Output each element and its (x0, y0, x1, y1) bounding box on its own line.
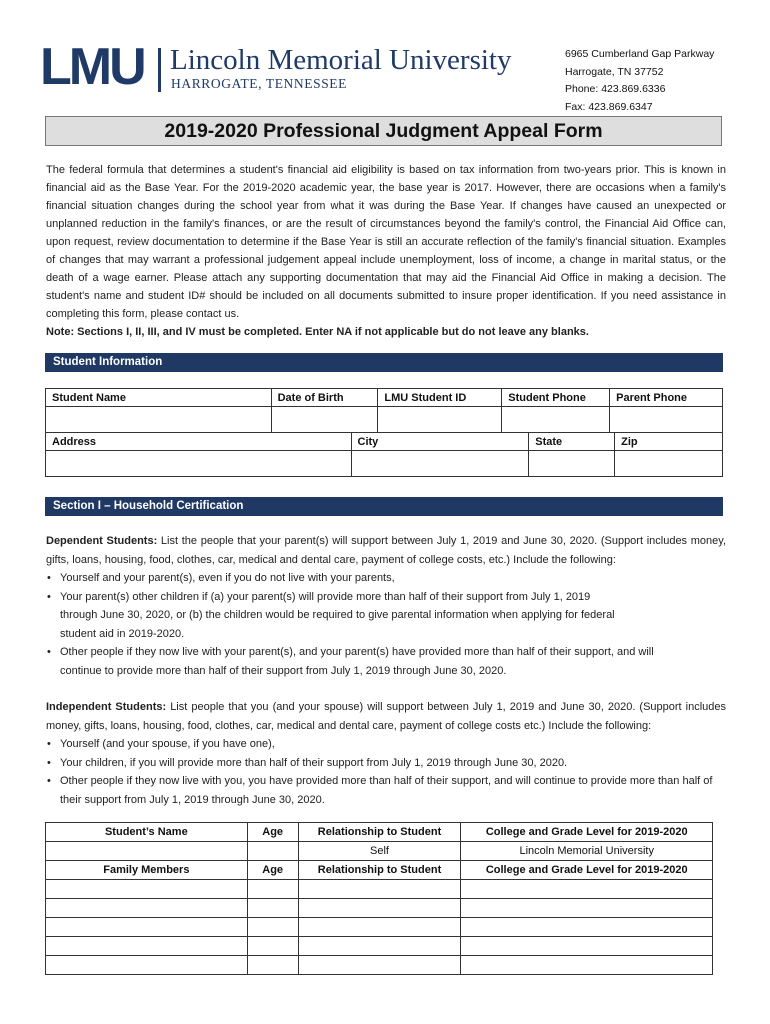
family-age-cell[interactable] (247, 880, 298, 899)
list-item (47, 772, 726, 809)
section-header-household-certification: Section I – Household Certification (45, 497, 723, 516)
table-row (46, 956, 713, 975)
logo-divider (158, 48, 161, 92)
bullet-text: Your parent(s) other children if (a) your parent(s) will provide more than half of their support from July 1, 2019 through June 30, 2020, or (b) the children would be required to give parental information when applying for federal student aid in 2019-2020. (60, 590, 615, 640)
family-age-cell[interactable] (247, 899, 298, 918)
fax-line: Fax: 423.869.6347 (565, 100, 653, 113)
family-college-cell[interactable] (461, 956, 713, 975)
family-age-cell[interactable] (247, 918, 298, 937)
spacer (46, 680, 726, 698)
student-relationship-cell: Self (298, 842, 461, 861)
independent-bullet-list (46, 735, 726, 809)
dependent-bullet-list (46, 569, 726, 680)
list-item (47, 754, 726, 773)
bullet-text: Other people if they now live with you, you have provided more than half of their support, and will continue to provide more than half of their support from July 1, 2019 through June 30, 2020. (60, 775, 713, 806)
bullet-text: Yourself and your parent(s), even if you do not live with your parents, (60, 572, 395, 584)
independent-label: Independent Students: (46, 701, 167, 713)
list-item (47, 588, 726, 644)
student-name-field[interactable] (46, 407, 272, 433)
table-row (46, 823, 713, 842)
family-relationship-cell[interactable] (298, 880, 461, 899)
list-item (47, 569, 726, 588)
bullet-text: Yourself (and your spouse, if you have one), (60, 738, 275, 750)
label-parent-phone: Parent Phone (610, 389, 723, 407)
bullet-icon: • (47, 572, 51, 584)
header-family-members: Family Members (46, 861, 248, 880)
header-students-name: Student’s Name (46, 823, 248, 842)
table-row (46, 842, 713, 861)
city-field[interactable] (351, 451, 529, 477)
intro-paragraph: The federal formula that determines a student's financial aid eligibility is based on tax information from two-years prior. This is known in financial aid as the Base Year. For the 2019-2020 academic year, the base year is 2017. However, there are occasions when a family's financial situation changes during the school year from what it was during the Base Year. If changes have caused an unexpected or unplanned reduction in the family's finances, or are the result of circumstances beyond the family's control, the Financial Aid Office can, upon request, review documentation to determine if the Base Year is still an accurate reflection of the family's financial situation. Examples of changes that may warrant a professional judgement appeal include unemployment, loss of income, a change in marital status, or the death of a wage earner. Please attach any supporting documentation that may aid the Financial Aid Office in making a decision. The student's name and student ID# should be included on all documents submitted to insure proper identification. If you need assistance in completing this form, please contact us. (46, 164, 726, 320)
family-name-cell[interactable] (46, 937, 248, 956)
table-row (46, 937, 713, 956)
dependent-instructions (46, 532, 726, 569)
family-name-cell[interactable] (46, 880, 248, 899)
table-row (46, 899, 713, 918)
parent-phone-field[interactable] (610, 407, 723, 433)
family-age-cell[interactable] (247, 937, 298, 956)
lmu-student-id-field[interactable] (378, 407, 502, 433)
family-age-cell[interactable] (247, 956, 298, 975)
label-student-phone: Student Phone (502, 389, 610, 407)
label-address: Address (46, 433, 352, 451)
label-state: State (529, 433, 615, 451)
student-college-cell: Lincoln Memorial University (461, 842, 713, 861)
label-city: City (351, 433, 529, 451)
label-student-name: Student Name (46, 389, 272, 407)
header-college-grade: College and Grade Level for 2019-2020 (461, 823, 713, 842)
form-title: 2019-2020 Professional Judgment Appeal Form (45, 116, 722, 146)
university-logo (40, 38, 512, 96)
label-lmu-student-id: LMU Student ID (378, 389, 502, 407)
family-name-cell[interactable] (46, 956, 248, 975)
family-college-cell[interactable] (461, 880, 713, 899)
family-college-cell[interactable] (461, 937, 713, 956)
family-relationship-cell[interactable] (298, 956, 461, 975)
phone-line: Phone: 423.869.6336 (565, 83, 666, 95)
header-relationship: Relationship to Student (298, 823, 461, 842)
bullet-icon: • (47, 738, 51, 750)
family-name-cell[interactable] (46, 918, 248, 937)
table-row (46, 880, 713, 899)
family-relationship-cell[interactable] (298, 899, 461, 918)
independent-text: List people that you (and your spouse) will support between July 1, 2019 and June 30, 2020. (Support includes money, gifts, loans, housing, food, clothes, car, medical and dental care, payment of college costs etc.) Include the following: (46, 701, 726, 732)
intro-note: Note: Sections I, II, III, and IV must be completed. Enter NA if not applicable but do not leave any blanks. (46, 326, 589, 338)
university-name: Lincoln Memorial University (170, 44, 512, 76)
family-college-cell[interactable] (461, 899, 713, 918)
address-line: Harrogate, TN 37752 (565, 65, 664, 78)
family-relationship-cell[interactable] (298, 937, 461, 956)
date-of-birth-field[interactable] (271, 407, 378, 433)
student-phone-field[interactable] (502, 407, 610, 433)
family-college-cell[interactable] (461, 918, 713, 937)
student-info-table-row1 (45, 388, 723, 433)
family-name-cell[interactable] (46, 899, 248, 918)
bullet-text: Other people if they now live with your parent(s), and your parent(s) have provided more than half of their support, and will continue to provide more than half of their support from July 1, 2019 through June 30, 2020. (60, 646, 654, 677)
student-info-table-row2 (45, 432, 723, 477)
label-date-of-birth: Date of Birth (271, 389, 378, 407)
dependent-label: Dependent Students: (46, 535, 158, 547)
logo-mark: LMU (40, 38, 144, 96)
intro-text (46, 161, 726, 341)
household-instructions (46, 532, 726, 809)
bullet-icon: • (47, 756, 51, 769)
header-age: Age (247, 861, 298, 880)
address-line: 6965 Cumberland Gap Parkway (565, 48, 715, 60)
bullet-icon: • (47, 646, 51, 658)
students-name-cell[interactable] (46, 842, 248, 861)
family-relationship-cell[interactable] (298, 918, 461, 937)
student-age-cell[interactable] (247, 842, 298, 861)
dependent-text: List the people that your parent(s) will support between July 1, 2019 and June 30, 2020. (Support includes money, gifts, loans, housing, food, clothes, car, medical and dental care, payment of college costs, etc.) Include the following: (46, 535, 726, 566)
bullet-icon: • (47, 590, 51, 603)
university-location: HARROGATE, TENNESSEE (171, 76, 348, 91)
list-item (47, 735, 726, 754)
bullet-text: Your children, if you will provide more than half of their support from July 1, 2019 through June 30, 2020. (60, 756, 568, 769)
list-item (47, 643, 726, 680)
state-field[interactable] (529, 451, 615, 477)
contact-address (565, 46, 714, 116)
label-zip: Zip (615, 433, 723, 451)
address-field[interactable] (46, 451, 352, 477)
header-relationship: Relationship to Student (298, 861, 461, 880)
header-college-grade: College and Grade Level for 2019-2020 (461, 861, 713, 880)
table-row (46, 918, 713, 937)
section-header-student-information: Student Information (45, 353, 723, 372)
independent-instructions (46, 698, 726, 735)
household-members-table (45, 822, 713, 975)
zip-field[interactable] (615, 451, 723, 477)
bullet-icon: • (47, 775, 51, 787)
header-age: Age (247, 823, 298, 842)
table-row (46, 861, 713, 880)
